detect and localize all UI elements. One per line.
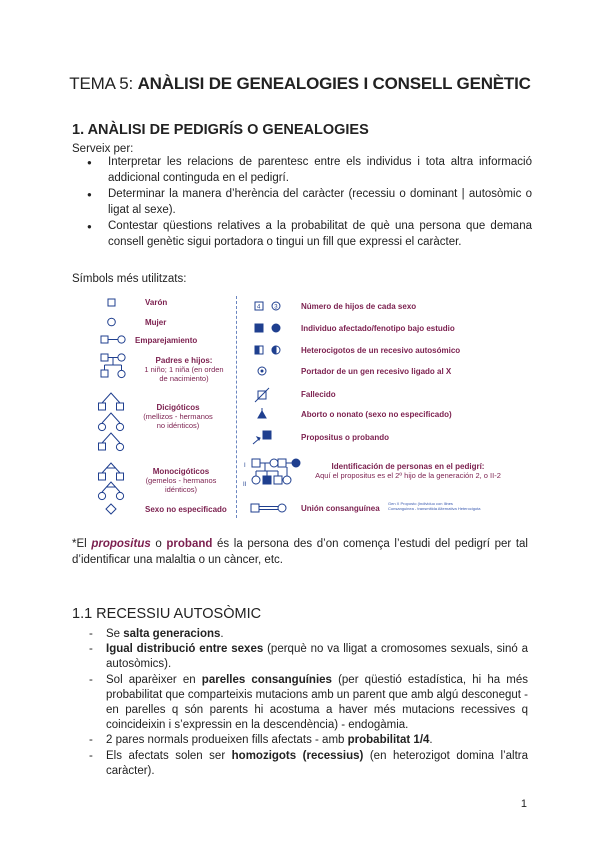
list-item: - Se salta generacions. [72,627,528,642]
dizygotic-twins-icon [98,393,123,451]
label-identificacion: Identificación de personas en el pedigrí: Aquí el propositus es el 2º hijo de la generación 2, o II-2 [315,462,501,480]
label-aborto: Aborto o nonato (sexo no especificado) [301,410,452,419]
propositus-icon [253,431,271,444]
label-dicigoticos: Dicigóticos (mellizos - hermanos no idénticos) [143,403,213,430]
recessive-features-list [72,627,528,779]
heterozygote-icon [255,346,280,354]
label-varon: Varón [145,298,168,307]
label-sexo-no-especificado: Sexo no especificado [145,505,227,514]
svg-text:3: 3 [274,304,278,311]
label-afectado: Individuo afectado/fenotipo bajo estudio [301,324,455,333]
label-padres-hijos: Padres e hijos: 1 niño; 1 niña (en orden de nacimiento) [144,356,224,383]
pedigree-symbols-figure [88,290,518,520]
purpose-list [72,155,532,251]
number-of-children-icon [255,302,280,311]
union-legend: Gen X Proposto (Individuo con Illnes Consanguinea - transmitida Alternativa Heterocigota [388,501,481,511]
sex-unspecified-diamond-icon [106,504,116,514]
affected-individual-icon [255,324,280,332]
mating-line-icon [101,336,125,343]
x-linked-carrier-icon [258,367,266,375]
label-emparejamiento: Emparejamiento [135,336,198,345]
list-item: - Igual distribució entre sexes (perquè no va lligat a cromosomes sexuals, sinó a autosòmics). [72,642,528,672]
subsection-heading: 1.1 RECESSIU AUTOSÒMIC [72,606,262,622]
list-item: ● Contestar qüestions relatives a la probabilitat de què una persona que demana consell genètic sigui portadora o tingui un fill que expressi el caràcter. [72,219,532,250]
page-number: 1 [520,798,527,810]
male-square-icon [108,299,115,306]
label-numero-hijos: Número de hijos de cada sexo [301,302,417,311]
list-item: - Sol aparèixer en parelles consanguínies (per qüestió estadística, hi ha més probabilitat que comparteixis mutacions amb un parent que amb algú desconegut - en parelles q són parents hi acostuma a haver més mutacions recessives q coincideixin i s’expressin en la descendència) - endogàmia. [72,673,528,734]
svg-text:I: I [244,463,246,469]
section-heading: 1. ANÀLISI DE PEDIGRÍS O GENEALOGIES [72,122,369,138]
pedigree-identification-icon [243,459,300,488]
label-heterocigotos: Heterocigotos de un recesivo autosómico [301,346,461,355]
label-fallecido: Fallecido [301,390,336,399]
page-title: TEMA 5: ANÀLISI DE GENEALOGIES I CONSELL GENÈTIC [69,74,531,93]
svg-text:II: II [243,482,247,488]
monozygotic-twins-icon [98,463,123,500]
list-item: - 2 pares normals produeixen fills afectats - amb probabilitat 1/4. [72,733,528,748]
intro-text: Serveix per: [72,143,134,155]
divider [236,296,238,518]
propositus-note: *El propositus o proband és la persona des d’on comença l’estudi del pedigrí per tal d’identificar una malaltia o un càncer, etc. [72,538,528,566]
symbols-title: Símbols més utilitzats: [72,273,187,285]
parents-children-icon [101,354,125,378]
deceased-icon [255,388,269,402]
list-item: - Els afectats solen ser homozigots (recessius) (en heterozigot domina l’altra caràcter). [72,749,528,779]
label-portador-x: Portador de un gen recesivo ligado al X [301,367,452,376]
label-propositus: Propositus o probando [301,433,389,442]
label-union-consanguinea: Unión consanguínea [301,504,380,513]
label-mujer: Mujer [145,318,167,327]
svg-text:4: 4 [257,304,261,311]
label-monocigoticos: Monocigóticos (gemelos - hermanos idénticos) [145,467,217,494]
consanguineous-union-icon [251,504,286,512]
list-item: ● Determinar la manera d’herència del caràcter (recessiu o dominant | autosòmic o ligat al sexe). [72,187,532,218]
list-item: ● Interpretar les relacions de parentesc entre els individus i tota altra informació addicional continguda en el pedigrí. [72,155,532,186]
abortion-icon [258,408,266,418]
female-circle-icon [108,318,116,326]
